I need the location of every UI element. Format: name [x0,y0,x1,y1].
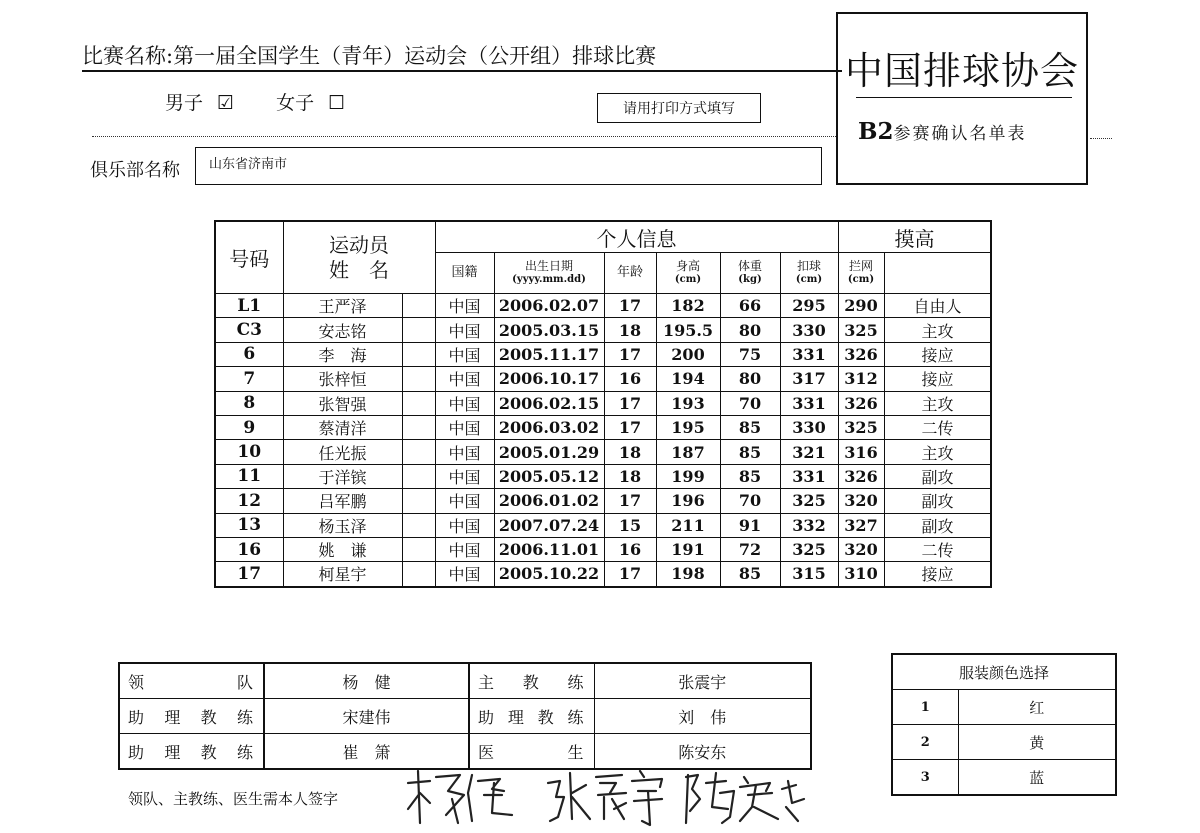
staff-table [118,662,812,770]
roster-row: 9 蔡清洋 中国 2006.03.02 17 195 85 330 325 二传 [215,415,991,439]
club-name-field[interactable] [195,147,822,185]
doctor-name[interactable]: 陈安东 [594,734,811,770]
uniform-option-index: 1 [892,690,958,725]
gender-selection [165,88,387,115]
roster-row: 10 任光振 中国 2005.01.29 18 187 85 321 316 主攻 [215,440,991,464]
roster-row: 17 柯星宇 中国 2005.10.22 17 198 85 315 310 接应 [215,562,991,587]
head-coach-name[interactable]: 张震宇 [594,663,811,699]
doctor-label: 医 生 [469,734,594,770]
form-code: B2 [858,118,894,145]
team-leader-label: 领 队 [119,663,264,699]
roster-row: L1 王严泽 中国 2006.02.07 17 182 66 295 290 自由人 [215,294,991,318]
roster-row: 12 吕军鹏 中国 2006.01.02 17 196 70 325 320 副攻 [215,489,991,513]
female-checkbox[interactable]: ☐ [328,92,346,114]
competition-title [82,40,656,70]
dotted-divider [92,136,836,137]
roster-row: 16 姚 谦 中国 2006.11.01 16 191 72 325 320 二传 [215,537,991,561]
header-block: 拦网 (cm) [838,253,884,294]
roster-row: C3 安志铭 中国 2005.03.15 18 195.5 80 330 325 主攻 [215,318,991,342]
competition-label: 比赛名称: [82,44,174,68]
roster-row: 6 李 海 中国 2005.11.17 17 200 75 331 326 接应 [215,342,991,366]
assistant-coach-label: 助 理 教 练 [119,734,264,770]
assistant-coach-2-name[interactable]: 崔 箫 [264,734,469,770]
uniform-option-index: 2 [892,725,958,760]
uniform-option-color[interactable]: 黄 [958,725,1116,760]
dotted-divider-right [1090,138,1112,139]
male-checkbox[interactable]: ☑ [217,92,235,114]
header-personal-info: 个人信息 [435,221,838,253]
competition-name: 第一届全国学生（青年）运动会（公开组）排球比赛 [173,44,657,68]
uniform-title: 服装颜色选择 [892,654,1116,690]
uniform-color-table [891,653,1117,796]
roster-body [215,294,991,587]
header-reach: 摸高 [838,221,991,253]
uniform-option-index: 3 [892,760,958,796]
form-title [858,118,1026,145]
team-leader-name[interactable]: 杨 健 [264,663,469,699]
association-name: 中国排球协会 [844,49,1079,93]
signature-note: 领队、主教练、医生需本人签字 [128,790,339,808]
head-coach-label: 主 教 练 [469,663,594,699]
handwritten-signatures [400,763,820,831]
assistant-coach-1-name[interactable]: 宋建伟 [264,699,469,734]
club-label: 俱乐部名称 [90,160,180,181]
header-weight: 体重 (kg) [720,253,780,294]
header-nationality: 国籍 [435,253,494,294]
header-athlete: 运动员 姓 名 [283,221,435,294]
print-note: 请用打印方式填写 [597,93,761,123]
uniform-option-color[interactable]: 蓝 [958,760,1116,796]
uniform-option-color[interactable]: 红 [958,690,1116,725]
header-spike: 扣球 (cm) [780,253,838,294]
header-height: 身高 (cm) [656,253,720,294]
header-age: 年龄 [604,253,656,294]
roster-row: 8 张智强 中国 2006.02.15 17 193 70 331 326 主攻 [215,391,991,415]
header-number: 号码 [215,221,283,294]
roster-row: 13 杨玉泽 中国 2007.07.24 15 211 91 332 327 副攻 [215,513,991,537]
assistant-coach-label: 助 理 教 练 [469,699,594,734]
header-birth: 出生日期 (yyyy.mm.dd) [494,253,604,294]
assistant-coach-label: 助 理 教 练 [119,699,264,734]
form-title-text: 参赛确认名单表 [893,124,1027,144]
roster-table [214,220,992,588]
assistant-coach-3-name[interactable]: 刘 伟 [594,699,811,734]
female-label: 女子 [276,92,315,114]
association-rule [856,97,1072,98]
club-name-value: 山东省济南市 [209,156,288,172]
title-underline [82,70,842,72]
roster-row: 11 于洋镔 中国 2005.05.12 18 199 85 331 326 副攻 [215,464,991,488]
association-box [836,12,1088,185]
roster-row: 7 张梓恒 中国 2006.10.17 16 194 80 317 312 接应 [215,367,991,391]
male-label: 男子 [165,92,204,114]
